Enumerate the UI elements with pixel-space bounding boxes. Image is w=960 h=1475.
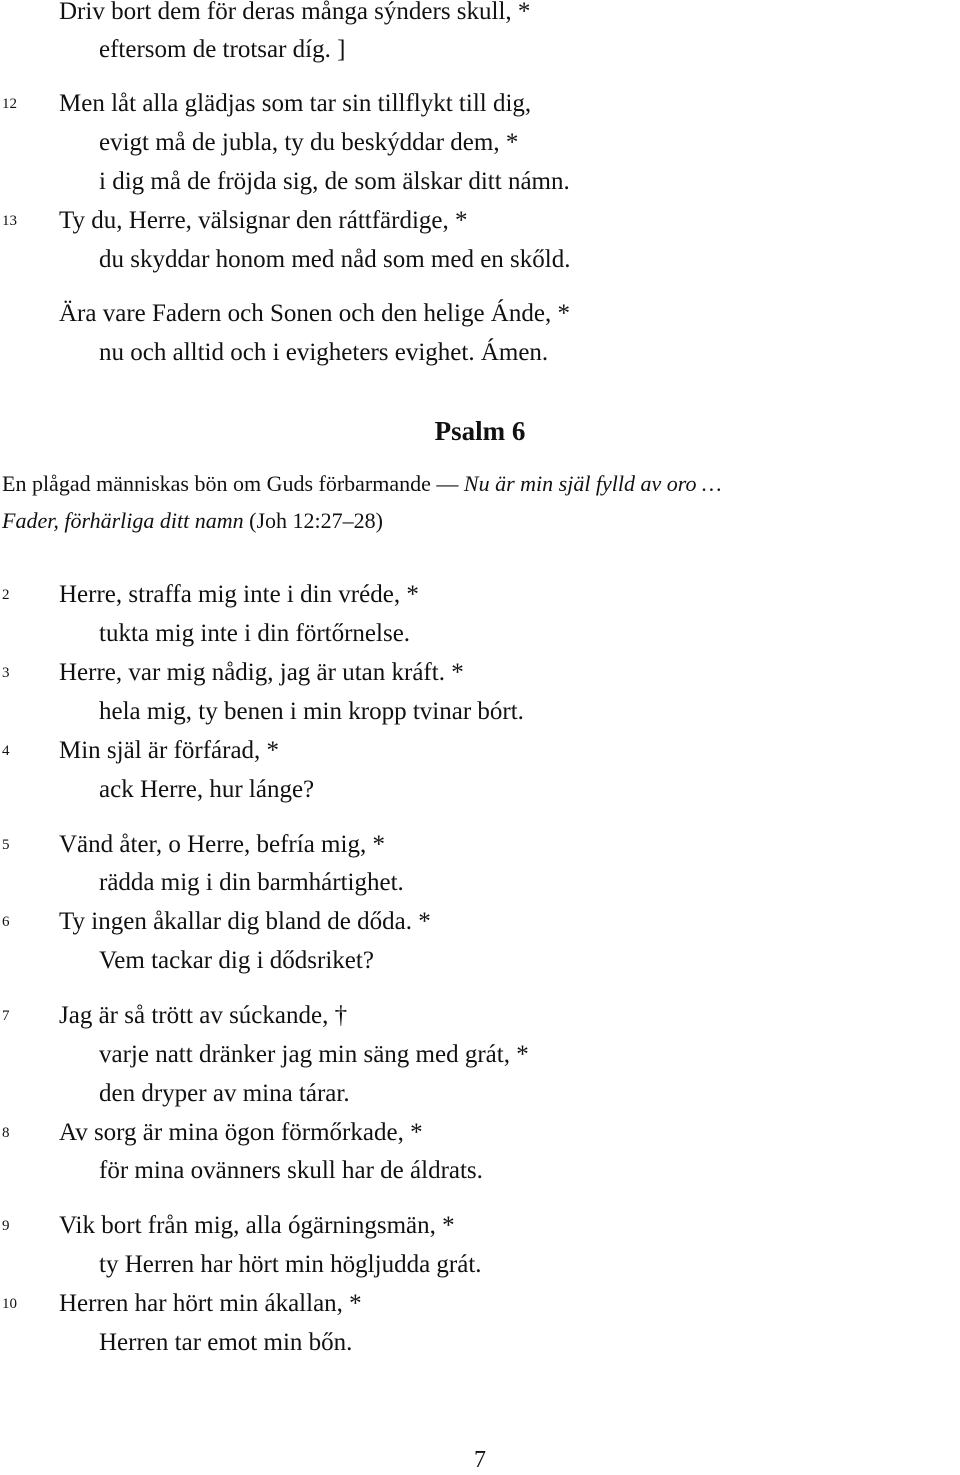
verse-number: 3: [2, 665, 10, 681]
verse-line: Av sorg är mina ögon förmőrkade, *: [59, 1119, 423, 1146]
verse-number: 9: [2, 1218, 10, 1234]
verse-number: 10: [2, 1296, 17, 1312]
verse-line: evigt må de jubla, ty du beskýddar dem, *: [99, 129, 519, 156]
verse-line: hela mig, ty benen i min kropp tvinar bórt.: [99, 698, 524, 725]
verse-line: Men låt alla glädjas som tar sin tillflykt till dig,: [59, 90, 532, 117]
psalm-reference: (Joh 12:27–28): [249, 508, 383, 533]
verse-line: Driv bort dem för deras många sýnders skull, *: [59, 0, 531, 25]
verse-line: ty Herren har hört min högljudda grát.: [99, 1251, 482, 1278]
psalm-antiphon: Fader, förhärliga ditt namn: [2, 508, 244, 533]
verse-number: 8: [2, 1125, 10, 1141]
verse-line: Herren tar emot min bőn.: [99, 1329, 353, 1356]
verse-line: för mina ovänners skull har de áldrats.: [99, 1157, 483, 1184]
verse-line: eftersom de trotsar díg. ]: [99, 36, 346, 63]
verse-line: Herre, straffa mig inte i din vréde, *: [59, 581, 419, 608]
verse-line: Herren har hört min ákallan, *: [59, 1290, 362, 1317]
verse-line: Ty du, Herre, välsignar den ráttfärdige, *: [59, 207, 468, 234]
verse-number: 7: [2, 1008, 10, 1024]
gloria-line: nu och alltid och i evigheters evighet. Ámen.: [99, 339, 549, 366]
verse-line: Vem tackar dig i dődsriket?: [99, 947, 374, 974]
verse-line: Vik bort från mig, alla ógärningsmän, *: [59, 1212, 455, 1239]
verse-line: du skyddar honom med nåd som med en skőld.: [99, 246, 571, 273]
verse-number: 4: [2, 743, 10, 759]
verse-number: 5: [2, 837, 10, 853]
verse-number: 6: [2, 914, 10, 930]
verse-line: Min själ är förfárad, *: [59, 737, 280, 764]
verse-number: 2: [2, 587, 10, 603]
psalm-antiphon: Nu är min själ fylld av oro …: [463, 471, 722, 496]
psalm-description-text: En plågad människas bön om Guds förbarmande —: [2, 471, 459, 496]
psalm-title: Psalm 6: [434, 416, 526, 446]
verse-number: 13: [2, 213, 17, 229]
verse-line: Jag är så trött av súckande, †: [59, 1002, 348, 1029]
verse-line: tukta mig inte i din förtőrnelse.: [99, 620, 411, 647]
verse-line: i dig må de fröjda sig, de som älskar ditt námn.: [99, 168, 570, 195]
verse-line: varje natt dränker jag min säng med grát, *: [99, 1041, 529, 1068]
gloria-line: Ära vare Fadern och Sonen och den helige Ánde, *: [59, 300, 570, 327]
psalm-description-line-1: [2, 469, 722, 499]
verse-line: den dryper av mina tárar.: [99, 1080, 350, 1107]
verse-line: rädda mig i din barmhártighet.: [99, 869, 404, 896]
verse-line: ack Herre, hur lánge?: [99, 776, 315, 803]
psalm-description-line-2: [2, 506, 383, 536]
verse-line: Herre, var mig nådig, jag är utan kráft. *: [59, 659, 464, 686]
verse-number: 12: [2, 96, 17, 112]
verse-line: Ty ingen åkallar dig bland de dőda. *: [59, 908, 431, 935]
verse-line: Vänd åter, o Herre, befría mig, *: [59, 831, 385, 858]
page-number: 7: [474, 1447, 486, 1473]
